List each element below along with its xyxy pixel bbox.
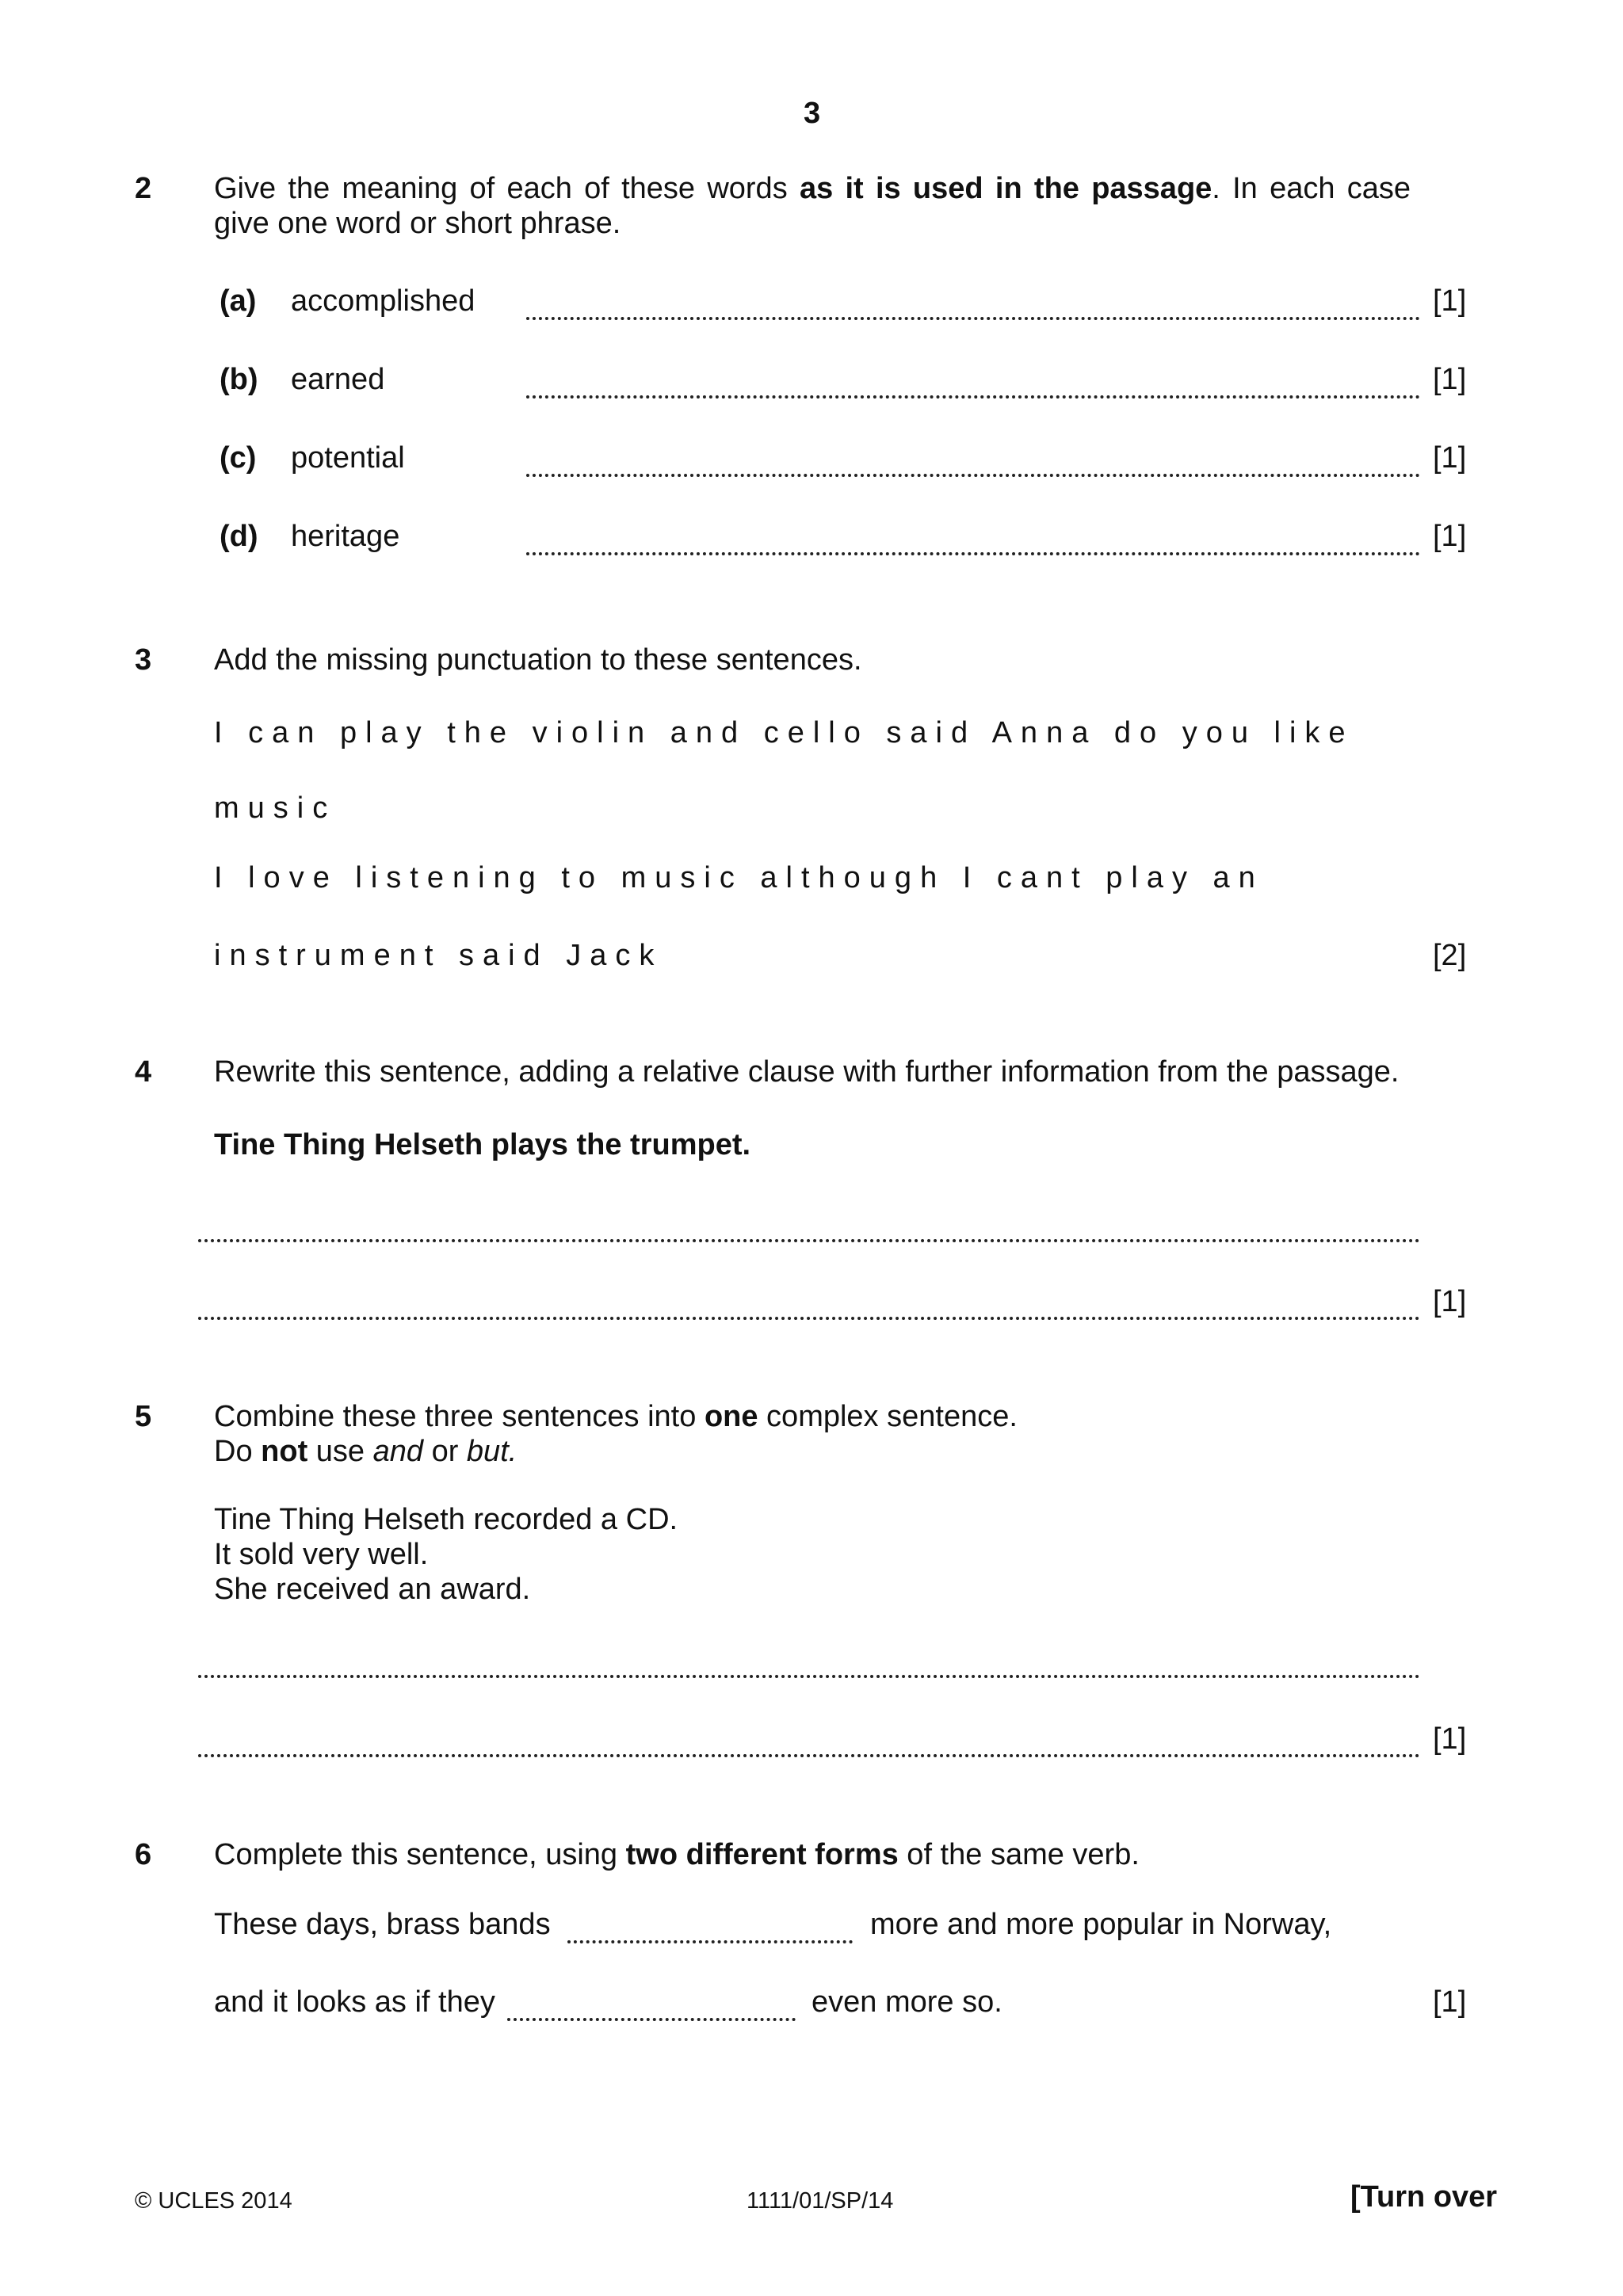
part-word: accomplished	[291, 284, 475, 318]
stem-text: complex sentence.	[758, 1400, 1018, 1433]
sentence-start: and it looks as if they	[214, 1985, 495, 2019]
footer-paper-code: 1111/01/SP/14	[747, 2188, 894, 2214]
answer-line[interactable]	[198, 1754, 1420, 1757]
punctuation-line: I love listening to music although I cant play an	[214, 861, 1264, 894]
source-sentence: Tine Thing Helseth recorded a CD.	[214, 1503, 678, 1536]
mark-allocation: [1]	[1433, 520, 1467, 553]
part-word: heritage	[291, 520, 400, 553]
punctuation-line: instrument said Jack	[214, 939, 663, 972]
question-stem	[214, 1400, 1018, 1434]
stem-text: of the same verb.	[898, 1838, 1140, 1871]
answer-line[interactable]	[198, 1317, 1420, 1320]
instruction-italic: but.	[466, 1435, 517, 1468]
stem-text: . In each case	[1212, 172, 1411, 205]
sentence-start: These days, brass bands	[214, 1908, 551, 1941]
part-word: earned	[291, 363, 385, 396]
stem-text: Complete this sentence, using	[214, 1838, 626, 1871]
answer-line[interactable]	[526, 474, 1420, 477]
instruction-emphasis: not	[261, 1435, 308, 1468]
instruction-italic: and	[372, 1435, 424, 1468]
mark-allocation: [1]	[1433, 284, 1467, 318]
instruction-text: Do	[214, 1435, 262, 1468]
stem-emphasis: one	[704, 1400, 758, 1433]
stem-text: Give the meaning of each of these words	[214, 172, 800, 205]
question-number: 6	[135, 1838, 152, 1871]
mark-allocation: [1]	[1433, 363, 1467, 396]
question-stem	[214, 1838, 1140, 1872]
page-number: 3	[804, 97, 821, 130]
stem-text: Combine these three sentences into	[214, 1400, 705, 1433]
punctuation-line: music	[214, 791, 337, 825]
answer-line[interactable]	[526, 395, 1420, 399]
part-label: (c)	[220, 441, 257, 475]
question-number: 4	[135, 1055, 152, 1089]
answer-line[interactable]	[198, 1239, 1420, 1242]
question-number: 3	[135, 643, 152, 677]
stem-emphasis: as it is used in the passage	[799, 172, 1212, 205]
answer-gap[interactable]	[507, 2018, 796, 2021]
footer-copyright: © UCLES 2014	[135, 2188, 292, 2214]
question-stem: Add the missing punctuation to these sentences.	[214, 643, 862, 677]
question-number: 5	[135, 1400, 152, 1433]
target-sentence: Tine Thing Helseth plays the trumpet.	[214, 1128, 751, 1161]
part-word: potential	[291, 441, 405, 475]
mark-allocation: [1]	[1433, 441, 1467, 475]
answer-line[interactable]	[198, 1675, 1420, 1678]
question-stem: Rewrite this sentence, adding a relative clause with further information from the passage.	[214, 1055, 1400, 1089]
question-stem	[214, 172, 1411, 206]
part-label: (a)	[220, 284, 257, 318]
question-stem-line2: give one word or short phrase.	[214, 207, 621, 240]
part-label: (b)	[220, 363, 258, 396]
answer-line[interactable]	[526, 317, 1420, 320]
mark-allocation: [2]	[1433, 939, 1467, 972]
answer-gap[interactable]	[567, 1940, 853, 1943]
instruction-text: or	[423, 1435, 467, 1468]
punctuation-line: I can play the violin and cello said Anna do you like	[214, 716, 1354, 749]
instruction-text: use	[307, 1435, 373, 1468]
part-label: (d)	[220, 520, 258, 553]
stem-emphasis: two different forms	[625, 1838, 899, 1871]
question-number: 2	[135, 172, 152, 205]
mark-allocation: [1]	[1433, 1985, 1467, 2019]
mark-allocation: [1]	[1433, 1285, 1467, 1318]
answer-line[interactable]	[526, 552, 1420, 555]
source-sentence: She received an award.	[214, 1573, 531, 1606]
turn-over-label: [Turn over	[1350, 2180, 1498, 2214]
question-instruction	[214, 1435, 517, 1469]
sentence-continuation: even more so.	[812, 1985, 1002, 2019]
source-sentence: It sold very well.	[214, 1538, 429, 1571]
sentence-continuation: more and more popular in Norway,	[870, 1908, 1332, 1941]
mark-allocation: [1]	[1433, 1722, 1467, 1756]
